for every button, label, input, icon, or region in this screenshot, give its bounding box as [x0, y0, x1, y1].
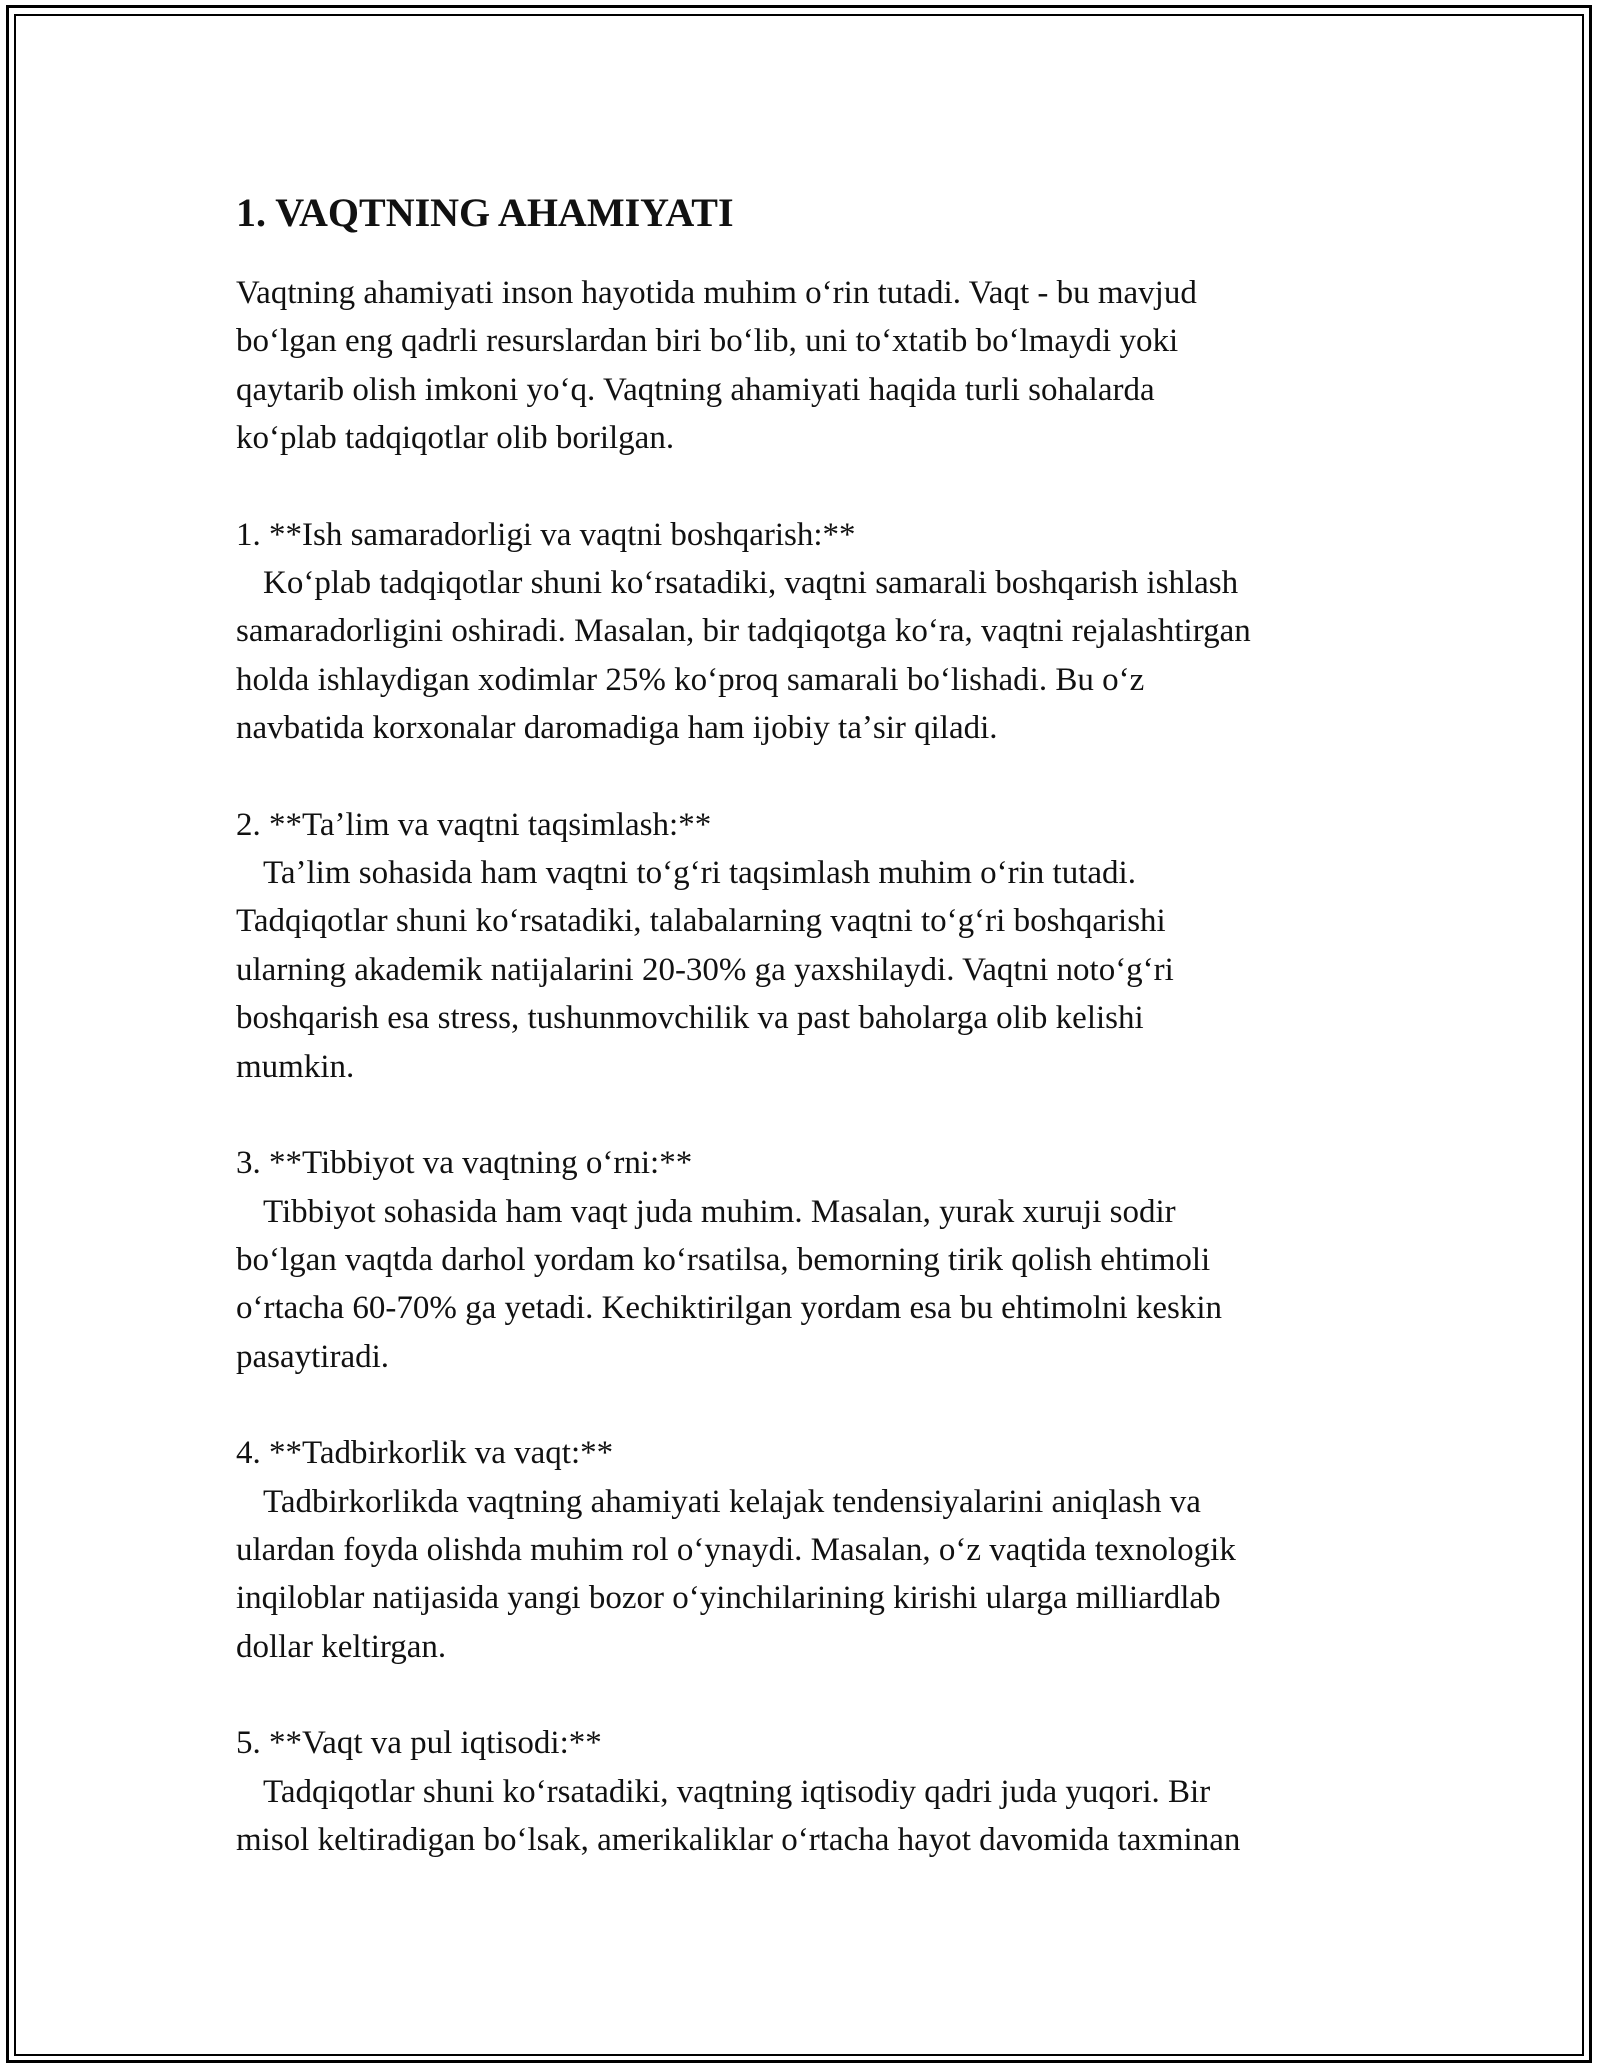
section-line: holda ishlaydigan xodimlar 25% koʻproq samarali boʻlishadi. Bu oʻz [236, 661, 1145, 698]
section-line: Tadqiqotlar shuni koʻrsatadiki, talabalarning vaqtni toʻgʻri boshqarishi [236, 903, 1166, 940]
section-line: boʻlgan vaqtda darhol yordam koʻrsatilsa, bemorning tirik qolish ehtimoli [236, 1241, 1211, 1278]
intro-line: boʻlgan eng qadrli resurslardan biri boʻlib, uni toʻxtatib boʻlmaydi yoki [236, 323, 1179, 360]
section-line: Taʼlim sohasida ham vaqtni toʻgʻri taqsimlash muhim oʻrin tutadi. [263, 855, 1136, 892]
section-heading: 5. **Vaqt va pul iqtisodi:** [236, 1725, 602, 1762]
document-content [236, 185, 1416, 1864]
section-education [236, 801, 1416, 1091]
intro-line: koʻplab tadqiqotlar olib borilgan. [236, 420, 675, 457]
section-line: ulardan foyda olishda muhim rol oʻynaydi. Masalan, oʻz vaqtida texnologik [236, 1531, 1236, 1568]
section-line: navbatida korxonalar daromadiga ham ijobiy taʼsir qiladi. [236, 710, 998, 747]
section-line: Tadbirkorlikda vaqtning ahamiyati kelajak tendensiyalarini aniqlash va [263, 1483, 1201, 1520]
section-heading: 3. **Tibbiyot va vaqtning oʻrni:** [236, 1145, 693, 1182]
section-heading: 1. **Ish samaradorligi va vaqtni boshqarish:** [236, 516, 856, 553]
section-line: Tadqiqotlar shuni koʻrsatadiki, vaqtning iqtisodiy qadri juda yuqori. Bir [263, 1773, 1211, 1810]
intro-line: Vaqtning ahamiyati inson hayotida muhim oʻrin tutadi. Vaqt - bu mavjud [236, 275, 1197, 311]
section-time-money [236, 1719, 1416, 1864]
section-line: mumkin. [236, 1048, 355, 1085]
section-line: boshqarish esa stress, tushunmovchilik va past baholarga olib kelishi [236, 1000, 1144, 1037]
document-title: 1. VAQTNING AHAMIYATI [236, 190, 734, 235]
section-line: oʻrtacha 60-70% ga yetadi. Kechiktirilgan yordam esa bu ehtimolni keskin [236, 1290, 1223, 1327]
section-line: dollar keltirgan. [236, 1628, 447, 1665]
intro-line: qaytarib olish imkoni yoʻq. Vaqtning ahamiyati haqida turli sohalarda [236, 371, 1155, 408]
section-medicine [236, 1139, 1416, 1381]
section-line: inqiloblar natijasida yangi bozor oʻyinchilarining kirishi ularga milliardlab [236, 1580, 1221, 1617]
section-line: ularning akademik natijalarini 20-30% ga yaxshilaydi. Vaqtni notoʻgʻri [236, 951, 1174, 988]
section-work-efficiency [236, 511, 1416, 753]
section-heading: 4. **Tadbirkorlik va vaqt:** [236, 1435, 614, 1472]
section-line: misol keltiradigan boʻlsak, amerikaliklar oʻrtacha hayot davomida taxminan [236, 1821, 1241, 1858]
section-line: Koʻplab tadqiqotlar shuni koʻrsatadiki, vaqtni samarali boshqarish ishlash [263, 565, 1239, 602]
section-heading: 2. **Taʼlim va vaqtni taqsimlash:** [236, 806, 712, 843]
section-line: samaradorligini oshiradi. Masalan, bir tadqiqotga koʻra, vaqtni rejalashtirgan [236, 613, 1251, 650]
intro-paragraph [236, 269, 1416, 463]
section-entrepreneurship [236, 1429, 1416, 1671]
section-line: pasaytiradi. [236, 1338, 390, 1375]
section-line: Tibbiyot sohasida ham vaqt juda muhim. Masalan, yurak xuruji sodir [263, 1193, 1176, 1230]
